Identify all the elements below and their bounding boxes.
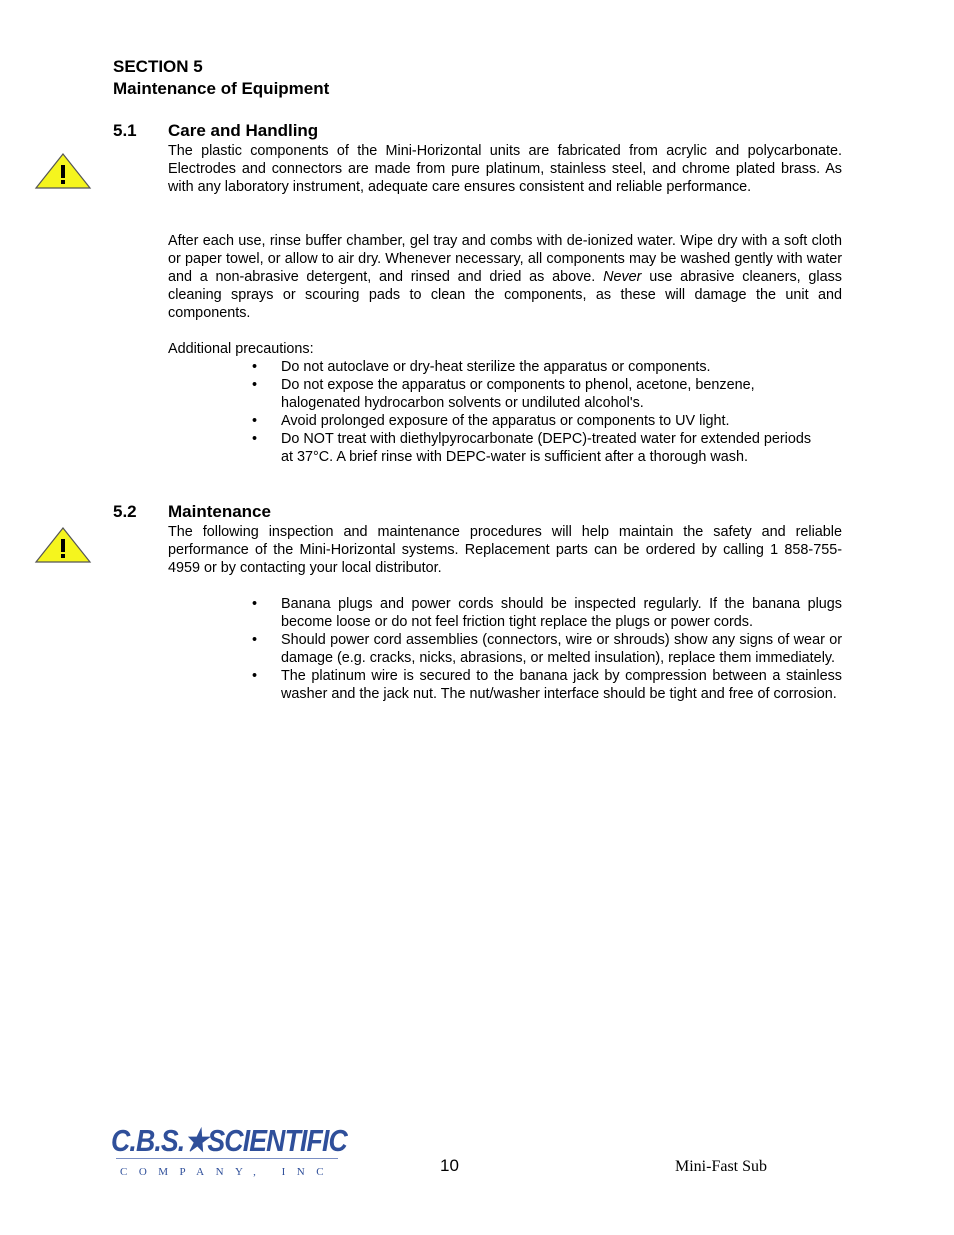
section-label: SECTION 5: [113, 57, 203, 76]
paragraph: [168, 232, 842, 322]
bullet: •: [252, 377, 258, 393]
subsection-number: 5.2: [113, 502, 137, 521]
paragraph: The following inspection and maintenance procedures will help maintain the safety and reliable performance of the Mini-Horizontal systems. Replacement parts can be ordered by calling 1 858-755-4959 or by contacting your local distributor.: [168, 524, 842, 576]
paragraph-text: use abrasive cleaners, glass cleaning sprays or scouring pads to clean the components, as these will damage the unit and components.: [168, 269, 843, 321]
list-item: [252, 595, 842, 631]
subsection-title: Care and Handling: [168, 121, 319, 140]
list-item-text: Do NOT treat with diethylpyrocarbonate (DEPC)-treated water for extended periods at 37°C. A brief rinse with DEPC-water is sufficient after a thorough wash.: [281, 431, 812, 465]
emphasis-text: Never: [603, 269, 642, 285]
list-item: [252, 430, 812, 466]
list-item-text: Avoid prolonged exposure of the apparatus or components to UV light.: [281, 413, 730, 429]
warning-triangle-icon: [34, 152, 92, 190]
list-item-text: Do not expose the apparatus or components to phenol, acetone, benzene, halogenated hydrocarbon solvents or undiluted alcohol's.: [281, 377, 755, 411]
bullet: •: [252, 596, 258, 612]
list-item: [252, 358, 812, 376]
page-number: 10: [440, 1156, 459, 1175]
list-item: [252, 412, 812, 430]
precautions-list: [252, 358, 812, 466]
subsection-number: 5.1: [113, 121, 137, 140]
section-title: Maintenance of Equipment: [113, 79, 330, 98]
list-item: [252, 667, 842, 703]
company-logo-subtitle: COMPANY, INC: [120, 1166, 336, 1178]
list-item-text: The platinum wire is secured to the banana jack by compression between a stainless washer and the jack nut. The nut/washer interface should be tight and free of corrosion.: [281, 668, 842, 702]
list-item: [252, 376, 812, 412]
warning-triangle-icon: [34, 526, 92, 564]
list-item: [252, 631, 842, 667]
paragraph: The plastic components of the Mini-Horizontal units are fabricated from acrylic and polycarbonate. Electrodes and connectors are made from pure platinum, stainless steel, and chrome plated brass. As with any laboratory instrument, adequate care ensures consistent and reliable performance.: [168, 143, 842, 195]
list-item-text: Should power cord assemblies (connectors, wire or shrouds) show any signs of wear or damage (e.g. cracks, nicks, abrasions, or melted insulation), replace them immediately.: [281, 632, 842, 666]
list-item-text: Do not autoclave or dry-heat sterilize the apparatus or components.: [281, 359, 711, 375]
company-logo: C.B.S.★SCIENTIFIC: [111, 1123, 347, 1158]
bullet: •: [252, 632, 258, 648]
precautions-label: Additional precautions:: [168, 341, 314, 357]
subsection-title: Maintenance: [168, 502, 271, 521]
bullet: •: [252, 359, 258, 375]
document-title: Mini-Fast Sub: [675, 1158, 768, 1175]
bullet: •: [252, 413, 258, 429]
list-item-text: Banana plugs and power cords should be inspected regularly. If the banana plugs become loose or do not feel friction tight replace the plugs or power cords.: [281, 596, 842, 630]
paragraph-text: After each use, rinse buffer chamber, gel tray and combs with de-ionized water. Wipe dry with a soft cloth or paper towel, or allow to air dry. Whenever necessary, all components may be washed gently with water and a non-abrasive detergent, and rinsed and dried as above.: [168, 233, 842, 285]
bullet: •: [252, 668, 258, 684]
maintenance-list: [252, 595, 842, 703]
logo-divider: [116, 1158, 338, 1159]
bullet: •: [252, 431, 258, 447]
